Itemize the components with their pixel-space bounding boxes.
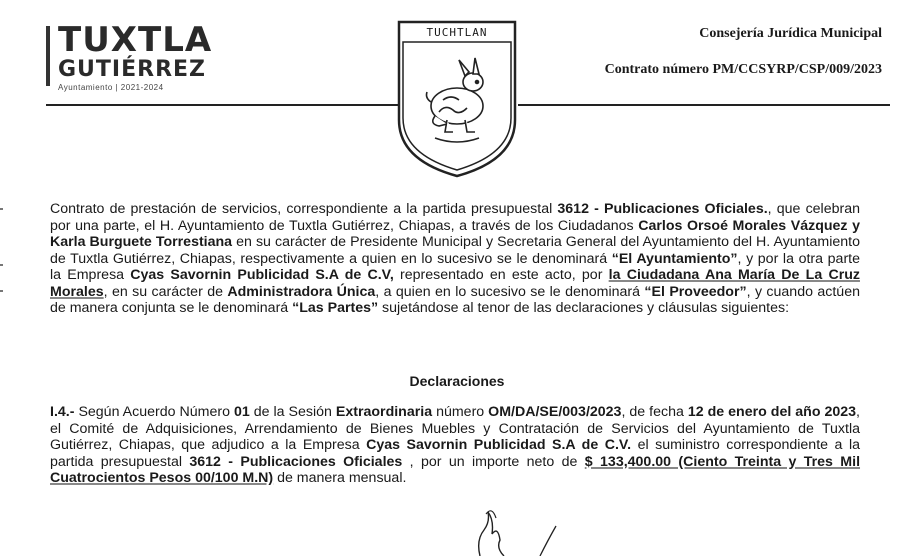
clause-text: el suministro correspondiente a la partida presupuestal [50, 437, 860, 470]
party-las-partes: “Las Partes” [292, 300, 379, 316]
contract-amount: $ 133,400.00 (Ciento Treinta y Tres Mil Cuatrocientos Pesos 00/100 M.N) [50, 453, 861, 486]
clause-text: , por un importe neto de [402, 453, 585, 470]
intro-text: , y cuando actúen de manera conjunta se le denominará [50, 283, 860, 316]
company-name: Cyas Savornin Publicidad S.A de C.V. [366, 437, 632, 453]
coat-of-arms-seal [395, 20, 519, 178]
clause-text: número [432, 404, 489, 420]
contract-intro-paragraph [50, 201, 860, 317]
party-ayuntamiento: “El Ayuntamiento” [611, 250, 738, 267]
header-rule-left [46, 104, 398, 106]
clause-text: , el Comité de Adquisiciones, Arrendamiento de Bienes Muebles y Contratación de Servicios del Ayuntamiento de Tuxtla Gutiérrez, Chiapas, que adjudico a la Empresa [50, 404, 860, 453]
shield-icon [395, 20, 519, 178]
margin-mark [0, 208, 3, 210]
municipality-logo [46, 20, 216, 100]
company-name: Cyas Savornin Publicidad S.A de C.V, [130, 267, 394, 283]
agreement-number: 01 [233, 404, 250, 420]
intro-text: , en su carácter de [103, 283, 228, 300]
contract-number: Contrato número PM/CCSYRP/CSP/009/2023 [604, 62, 882, 77]
clause-text: de manera mensual. [273, 470, 407, 486]
clause-number: I.4.- [50, 404, 75, 420]
header-rule-right [518, 104, 890, 106]
declarations-heading: Declaraciones [409, 373, 505, 389]
logo-title: TUXTLA [58, 20, 213, 60]
logo-subtitle: GUTIÉRREZ [58, 57, 207, 82]
representatives-names: Carlos Orsoé Morales Vázquez y Karla Burguete Torrestiana [50, 217, 861, 250]
clause-text: de la Sesión [249, 404, 336, 420]
intro-text: , a quien en lo sucesivo se le denominará [375, 283, 645, 300]
margin-mark [0, 290, 3, 292]
session-type: Extraordinaria [335, 404, 433, 420]
logo-caption: Ayuntamiento | 2021-2024 [58, 83, 164, 92]
budget-item: 3612 - Publicaciones Oficiales [189, 453, 403, 470]
signature-mark [470, 500, 570, 556]
department-name: Consejería Jurídica Municipal [699, 26, 882, 41]
session-number: OM/DA/SE/003/2023 [488, 404, 622, 420]
intro-text: , que celebran por una parte, el H. Ayuntamiento de Tuxtla Gutiérrez, Chiapas, a través de los Ciudadanos [50, 201, 861, 234]
intro-text: , y por la otra parte la Empresa [50, 250, 861, 283]
margin-mark [0, 264, 3, 266]
clause-text: Según Acuerdo Número [74, 404, 234, 420]
budget-item: 3612 - Publicaciones Oficiales. [557, 201, 768, 217]
intro-text: en su carácter de Presidente Municipal y Secretaria General del Ayuntamiento del H. Ayuntamiento de Tuxtla Gutiérrez, Chiapas, respectivamente a quien en lo sucesivo se le denominará [50, 234, 860, 267]
representative-role: Administradora Única [227, 283, 376, 300]
intro-text: representado en este acto, por [393, 267, 609, 283]
intro-text: sujetándose al tenor de las declaraciones y cláusulas siguientes: [378, 300, 790, 316]
clause-text: , de fecha [621, 404, 688, 420]
logo-bar [46, 26, 50, 86]
party-proveedor: “El Proveedor” [644, 283, 747, 300]
intro-text: Contrato de prestación de servicios, correspondiente a la partida presupuestal [50, 201, 558, 217]
legal-representative: la Ciudadana Ana María De La Cruz Morales [50, 267, 860, 300]
session-date: 12 de enero del año 2023 [687, 404, 857, 420]
clause-paragraph [50, 404, 860, 487]
seal-title: TUCHTLAN [426, 26, 488, 39]
